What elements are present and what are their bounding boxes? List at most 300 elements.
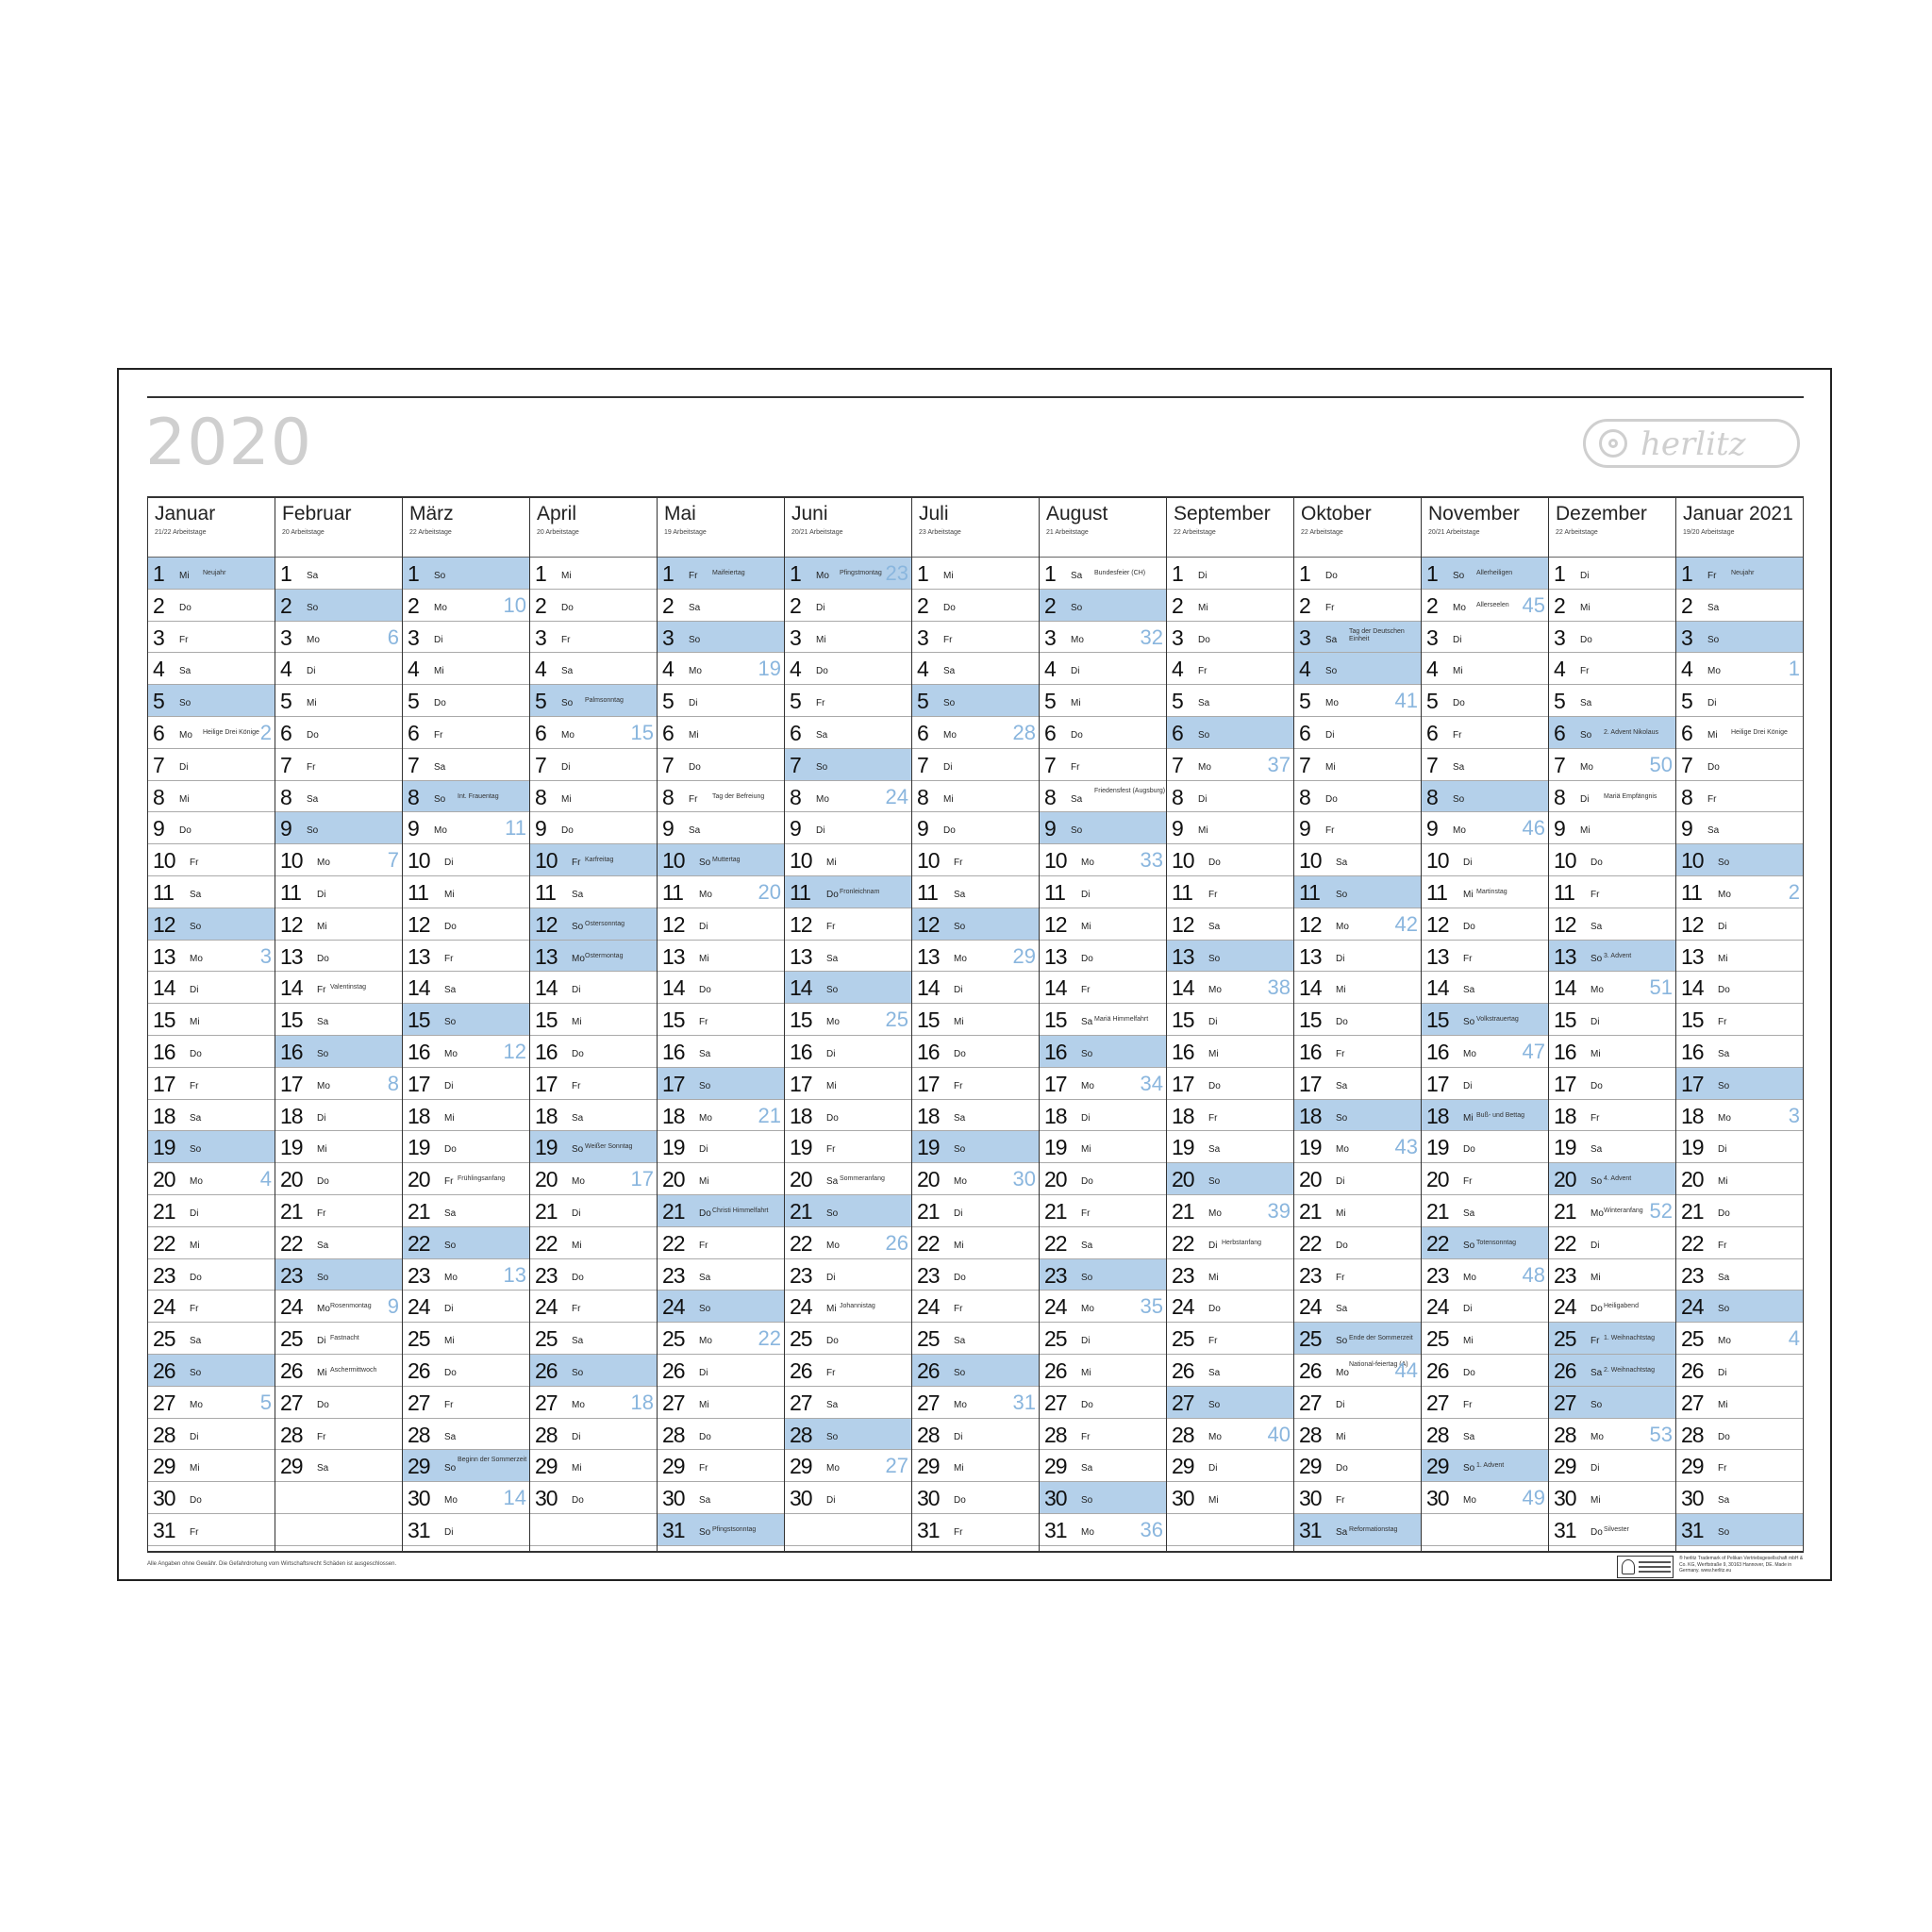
- day-number: 18: [1426, 1103, 1449, 1128]
- day-row: [1294, 781, 1421, 813]
- weekday-abbrev: Di: [1718, 1144, 1727, 1156]
- day-number: 19: [1299, 1135, 1322, 1160]
- weekday-abbrev: Fr: [444, 1399, 454, 1410]
- weekday-abbrev: Do: [444, 1144, 457, 1156]
- weekday-abbrev: Mi: [699, 1399, 709, 1410]
- weekday-abbrev: So: [826, 1208, 839, 1219]
- day-number: 3: [1426, 625, 1438, 650]
- weekday-abbrev: Mi: [190, 1017, 200, 1028]
- calendar-week-number: 31: [1012, 1390, 1036, 1414]
- day-number: 18: [1299, 1103, 1322, 1128]
- day-number: 1: [280, 561, 291, 586]
- weekday-abbrev: Fr: [1591, 1112, 1600, 1124]
- day-number: 2: [408, 592, 419, 618]
- weekday-abbrev: Mo: [190, 1176, 203, 1188]
- calendar-week-number: 52: [1649, 1198, 1673, 1223]
- day-number: 23: [1426, 1262, 1449, 1288]
- calendar-week-number: 12: [503, 1039, 526, 1063]
- day-row: [912, 749, 1039, 781]
- day-row: [785, 1259, 911, 1291]
- day-row: [1040, 1387, 1166, 1419]
- day-row-highlighted: [1294, 1323, 1421, 1355]
- day-number: 6: [153, 720, 164, 745]
- day-row: [1294, 685, 1421, 717]
- weekday-abbrev: Di: [1463, 858, 1473, 869]
- calendar-week-number: 3: [259, 943, 272, 968]
- holiday-label: Allerseelen: [1476, 601, 1509, 608]
- day-number: 9: [662, 816, 674, 841]
- day-row: [1676, 717, 1803, 749]
- day-row: [1549, 1195, 1675, 1227]
- day-row: [148, 1100, 275, 1132]
- weekday-abbrev: Do: [826, 1336, 839, 1347]
- weekday-abbrev: Fr: [699, 1017, 708, 1028]
- day-row: [1167, 1004, 1293, 1036]
- day-row: [1549, 972, 1675, 1004]
- day-row: [785, 1036, 911, 1068]
- day-number: 17: [1426, 1071, 1449, 1096]
- calendar-week-number: 30: [1012, 1167, 1036, 1191]
- day-row-highlighted: [1676, 622, 1803, 654]
- weekday-abbrev: Sa: [699, 1048, 711, 1059]
- day-row-highlighted: [1294, 1514, 1421, 1546]
- day-number: 12: [280, 911, 303, 937]
- weekday-abbrev: So: [434, 793, 446, 805]
- day-number: 19: [535, 1135, 558, 1160]
- day-number: 7: [1681, 752, 1692, 777]
- day-number: 10: [1044, 848, 1067, 874]
- day-row: [403, 590, 529, 622]
- weekday-abbrev: Fr: [826, 921, 836, 932]
- day-number: 25: [662, 1326, 685, 1352]
- weekday-abbrev: Fr: [954, 858, 963, 869]
- day-number: 29: [1172, 1454, 1194, 1479]
- day-number: 26: [1044, 1357, 1067, 1383]
- day-number: 4: [662, 657, 674, 682]
- month-column: [1422, 498, 1549, 1551]
- day-number: 15: [1426, 1008, 1449, 1033]
- weekday-abbrev: Di: [444, 1080, 454, 1091]
- weekday-abbrev: Fr: [190, 1080, 199, 1091]
- weekday-abbrev: Fr: [826, 1144, 836, 1156]
- wall-calendar-sheet: [117, 368, 1832, 1581]
- day-number: 14: [790, 975, 812, 1001]
- day-row: [785, 685, 911, 717]
- day-row: [658, 781, 784, 813]
- day-number: 9: [1172, 816, 1183, 841]
- day-row: [1549, 622, 1675, 654]
- day-number: 26: [408, 1357, 430, 1383]
- weekday-abbrev: Mo: [190, 953, 203, 964]
- day-row: [1422, 1131, 1548, 1163]
- day-number: 5: [662, 689, 674, 714]
- day-number: 10: [408, 848, 430, 874]
- day-row: [658, 1163, 784, 1195]
- day-number: 19: [662, 1135, 685, 1160]
- day-number: 23: [535, 1262, 558, 1288]
- day-number: 22: [1299, 1230, 1322, 1256]
- day-number: 24: [1426, 1294, 1449, 1320]
- day-row: [275, 1068, 402, 1100]
- day-row: [785, 622, 911, 654]
- day-number: 29: [790, 1454, 812, 1479]
- day-number: 21: [280, 1198, 303, 1224]
- weekday-abbrev: So: [1081, 1048, 1093, 1059]
- day-row: [658, 1100, 784, 1132]
- month-header: [1294, 498, 1421, 558]
- day-number: 28: [1044, 1422, 1067, 1447]
- holiday-label: Allerheiligen: [1476, 570, 1513, 576]
- weekday-abbrev: Mo: [699, 1336, 712, 1347]
- weekday-abbrev: Sa: [1591, 1144, 1603, 1156]
- weekday-abbrev: Do: [307, 729, 319, 741]
- weekday-abbrev: Fr: [1718, 1017, 1727, 1028]
- day-row: [403, 1355, 529, 1387]
- day-number: 4: [1172, 657, 1183, 682]
- weekday-abbrev: Fr: [699, 1240, 708, 1251]
- day-row: [658, 941, 784, 973]
- month-column: [912, 498, 1040, 1551]
- day-number: 1: [1681, 561, 1692, 586]
- weekday-abbrev: Sa: [1336, 1080, 1348, 1091]
- weekday-abbrev: Fr: [572, 1304, 581, 1315]
- weekday-abbrev: Mi: [1463, 889, 1474, 900]
- day-row: [912, 558, 1039, 590]
- day-row: [1422, 1514, 1548, 1546]
- day-row-highlighted: [403, 1004, 529, 1036]
- month-column: [1294, 498, 1422, 1551]
- weekday-abbrev: Di: [699, 1367, 708, 1378]
- weekday-abbrev: So: [699, 1080, 711, 1091]
- day-number: 11: [535, 879, 556, 905]
- day-row-highlighted: [275, 1259, 402, 1291]
- weekday-abbrev: Fr: [1198, 666, 1208, 677]
- weekday-abbrev: Mo: [954, 953, 967, 964]
- day-row: [530, 1259, 657, 1291]
- weekday-abbrev: So: [1071, 825, 1083, 837]
- day-number: 15: [1172, 1008, 1194, 1033]
- day-number: 13: [153, 943, 175, 969]
- day-row: [1422, 685, 1548, 717]
- weekday-abbrev: Fr: [689, 571, 698, 581]
- day-number: 18: [790, 1103, 812, 1128]
- day-row: [403, 1163, 529, 1195]
- weekday-abbrev: Mo: [699, 1112, 712, 1124]
- weekday-abbrev: Mi: [561, 571, 572, 581]
- weekday-abbrev: Sa: [1081, 1017, 1093, 1028]
- day-row: [785, 1514, 911, 1546]
- day-number: 30: [1681, 1486, 1704, 1511]
- day-number: 10: [535, 848, 558, 874]
- calendar-week-number: 2: [259, 720, 272, 744]
- day-row: [912, 1387, 1039, 1419]
- weekday-abbrev: So: [699, 858, 711, 869]
- day-number: 22: [917, 1230, 940, 1256]
- weekday-abbrev: Sa: [1071, 571, 1083, 581]
- day-row: [275, 1195, 402, 1227]
- weekday-abbrev: Mi: [190, 1240, 200, 1251]
- day-number: 16: [153, 1039, 175, 1064]
- weekday-abbrev: Di: [1336, 1399, 1345, 1410]
- weekday-abbrev: Mo: [1071, 634, 1084, 645]
- weekday-abbrev: Di: [444, 1526, 454, 1538]
- weekday-abbrev: Do: [444, 1367, 457, 1378]
- day-row: [275, 1227, 402, 1259]
- day-row-highlighted: [912, 1355, 1039, 1387]
- day-row: [1422, 1259, 1548, 1291]
- day-row: [1549, 908, 1675, 941]
- holiday-label: Christi Himmelfahrt: [712, 1207, 769, 1214]
- day-number: 24: [1681, 1294, 1704, 1320]
- holiday-label: Heiligabend: [1604, 1303, 1639, 1310]
- weekday-abbrev: Mo: [826, 1017, 840, 1028]
- day-number: 22: [153, 1230, 175, 1256]
- day-number: 28: [1426, 1422, 1449, 1447]
- day-number: 18: [1681, 1103, 1704, 1128]
- day-row: [1676, 1259, 1803, 1291]
- day-row: [1167, 1227, 1293, 1259]
- day-row-highlighted: [530, 1355, 657, 1387]
- weekday-abbrev: Do: [1453, 698, 1465, 709]
- day-number: 27: [1299, 1390, 1322, 1415]
- calendar-week-number: 2: [1788, 879, 1800, 904]
- day-row: [275, 622, 402, 654]
- weekday-abbrev: Mo: [317, 1080, 330, 1091]
- weekday-abbrev: Di: [1336, 1176, 1345, 1188]
- day-row: [1676, 749, 1803, 781]
- weekday-abbrev: Mi: [699, 953, 709, 964]
- day-number: 26: [280, 1357, 303, 1383]
- calendar-week-number: 3: [1788, 1103, 1800, 1127]
- month-header: [1422, 498, 1548, 558]
- day-number: 8: [535, 784, 546, 809]
- day-number: 23: [408, 1262, 430, 1288]
- day-row: [1422, 812, 1548, 844]
- weekday-abbrev: Do: [954, 1048, 966, 1059]
- day-number: 15: [790, 1008, 812, 1033]
- day-row: [1167, 1131, 1293, 1163]
- day-row: [1040, 908, 1166, 941]
- day-row: [530, 781, 657, 813]
- day-number: 21: [1554, 1198, 1576, 1224]
- day-row: [1549, 876, 1675, 908]
- weekday-abbrev: Do: [179, 825, 192, 837]
- day-number: 7: [280, 752, 291, 777]
- weekday-abbrev: Mo: [954, 1399, 967, 1410]
- day-row: [1167, 1259, 1293, 1291]
- day-row: [1676, 941, 1803, 973]
- weekday-abbrev: So: [943, 698, 956, 709]
- day-number: 27: [1172, 1390, 1194, 1415]
- holiday-label: Winteranfang: [1604, 1207, 1643, 1214]
- day-row-highlighted: [1294, 876, 1421, 908]
- weekday-abbrev: So: [816, 761, 828, 773]
- weekday-abbrev: Do: [699, 1431, 711, 1442]
- day-row: [785, 1227, 911, 1259]
- day-number: 11: [1044, 879, 1065, 905]
- day-number: 18: [535, 1103, 558, 1128]
- weekday-abbrev: Mi: [1208, 1048, 1219, 1059]
- day-row: [1294, 1355, 1421, 1387]
- day-row: [785, 1100, 911, 1132]
- holiday-label: Johannistag: [840, 1303, 875, 1310]
- weekday-abbrev: Sa: [1718, 1272, 1730, 1283]
- day-number: 14: [917, 975, 940, 1001]
- fsc-tree-icon: [1622, 1559, 1635, 1574]
- day-number: 23: [790, 1262, 812, 1288]
- month-column: [1167, 498, 1294, 1551]
- calendar-week-number: 41: [1394, 689, 1418, 713]
- day-number: 16: [1681, 1039, 1704, 1064]
- weekday-abbrev: So: [826, 985, 839, 996]
- calendar-week-number: 26: [885, 1230, 908, 1255]
- day-row: [148, 781, 275, 813]
- day-row: [658, 972, 784, 1004]
- day-number: 20: [1172, 1167, 1194, 1192]
- weekday-abbrev: So: [561, 698, 574, 709]
- day-row: [1040, 1291, 1166, 1323]
- day-row: [1294, 558, 1421, 590]
- day-number: 6: [1299, 720, 1310, 745]
- month-name: November: [1428, 503, 1520, 525]
- day-row: [275, 1355, 402, 1387]
- day-number: 30: [408, 1486, 430, 1511]
- day-number: 29: [1426, 1454, 1449, 1479]
- weekday-abbrev: Fr: [1336, 1495, 1345, 1507]
- day-number: 28: [1554, 1422, 1576, 1447]
- day-row: [912, 941, 1039, 973]
- weekday-abbrev: Di: [954, 1208, 963, 1219]
- weekday-abbrev: Fr: [699, 1463, 708, 1474]
- weekday-abbrev: So: [307, 602, 319, 613]
- day-number: 15: [917, 1008, 940, 1033]
- weekday-abbrev: So: [1463, 1463, 1475, 1474]
- day-number: 9: [917, 816, 928, 841]
- calendar-week-number: 36: [1140, 1517, 1163, 1541]
- weekday-abbrev: Fr: [1718, 1463, 1727, 1474]
- day-row: [1294, 1195, 1421, 1227]
- weekday-abbrev: Mo: [1718, 889, 1731, 900]
- weekday-abbrev: So: [179, 698, 192, 709]
- weekday-abbrev: Di: [572, 985, 581, 996]
- weekday-abbrev: Mo: [826, 1463, 840, 1474]
- weekday-abbrev: Sa: [190, 1112, 202, 1124]
- day-row: [403, 1036, 529, 1068]
- day-row: [1676, 1482, 1803, 1514]
- day-number: 23: [1044, 1262, 1067, 1288]
- day-number: 29: [662, 1454, 685, 1479]
- weekday-abbrev: Mi: [954, 1463, 964, 1474]
- weekday-abbrev: So: [826, 1431, 839, 1442]
- day-row: [530, 749, 657, 781]
- day-number: 20: [917, 1167, 940, 1192]
- weekday-abbrev: Sa: [1336, 1526, 1348, 1538]
- day-number: 17: [917, 1071, 940, 1096]
- weekday-abbrev: Mo: [1718, 1336, 1731, 1347]
- weekday-abbrev: Mi: [1718, 1399, 1728, 1410]
- day-number: 23: [917, 1262, 940, 1288]
- day-row: [912, 781, 1039, 813]
- day-row: [1549, 1291, 1675, 1323]
- weekday-abbrev: So: [1081, 1272, 1093, 1283]
- day-row: [912, 1068, 1039, 1100]
- day-row: [785, 653, 911, 685]
- day-number: 25: [408, 1326, 430, 1352]
- weekday-abbrev: Mi: [826, 1304, 837, 1315]
- day-row: [1549, 1259, 1675, 1291]
- day-number: 24: [153, 1294, 175, 1320]
- day-row: [530, 1387, 657, 1419]
- day-number: 15: [1299, 1008, 1322, 1033]
- day-row-highlighted: [1676, 558, 1803, 590]
- day-row: [1294, 1291, 1421, 1323]
- day-number: 6: [790, 720, 801, 745]
- weekday-abbrev: Di: [1580, 793, 1590, 805]
- day-row: [1294, 1419, 1421, 1451]
- day-number: 6: [917, 720, 928, 745]
- weekday-abbrev: Mo: [1707, 666, 1721, 677]
- weekday-abbrev: Do: [1591, 1080, 1603, 1091]
- weekday-abbrev: Do: [1718, 1208, 1730, 1219]
- weekday-abbrev: Sa: [190, 1336, 202, 1347]
- day-row: [785, 717, 911, 749]
- calendar-week-number: 15: [630, 720, 654, 744]
- day-row-highlighted: [1294, 1100, 1421, 1132]
- day-number: 12: [662, 911, 685, 937]
- day-number: 15: [1681, 1008, 1704, 1033]
- weekday-abbrev: Sa: [1707, 602, 1720, 613]
- working-days-count: 22 Arbeitstage: [1556, 529, 1598, 536]
- month-column: [148, 498, 275, 1551]
- day-number: 10: [662, 848, 685, 874]
- holiday-label: Totensonntag: [1476, 1239, 1517, 1246]
- day-number: 5: [1172, 689, 1183, 714]
- month-name: Januar 2021: [1683, 503, 1793, 525]
- weekday-abbrev: Do: [1718, 985, 1730, 996]
- day-number: 3: [535, 625, 546, 650]
- day-row: [275, 1419, 402, 1451]
- weekday-abbrev: Fr: [444, 953, 454, 964]
- day-row: [912, 717, 1039, 749]
- day-row-highlighted: [1422, 1100, 1548, 1132]
- day-number: 1: [1554, 561, 1565, 586]
- day-row: [530, 972, 657, 1004]
- weekday-abbrev: Do: [1580, 634, 1592, 645]
- day-row-highlighted: [1167, 1387, 1293, 1419]
- day-number: 8: [790, 784, 801, 809]
- day-number: 27: [790, 1390, 812, 1415]
- weekday-abbrev: Do: [179, 602, 192, 613]
- day-number: 2: [790, 592, 801, 618]
- calendar-week-number: 37: [1267, 752, 1291, 776]
- day-number: 18: [280, 1103, 303, 1128]
- day-row: [1676, 1036, 1803, 1068]
- day-row: [148, 1450, 275, 1482]
- weekday-abbrev: Fr: [572, 858, 581, 869]
- day-number: 22: [1172, 1230, 1194, 1256]
- weekday-abbrev: Mi: [943, 793, 954, 805]
- weekday-abbrev: Sa: [434, 761, 446, 773]
- day-number: 3: [1172, 625, 1183, 650]
- day-number: 6: [1426, 720, 1438, 745]
- day-row: [1676, 1131, 1803, 1163]
- day-number: 28: [917, 1422, 940, 1447]
- day-number: 1: [1299, 561, 1310, 586]
- day-number: 25: [790, 1326, 812, 1352]
- weekday-abbrev: Sa: [1453, 761, 1465, 773]
- day-row: [1676, 1227, 1803, 1259]
- weekday-abbrev: Sa: [1707, 825, 1720, 837]
